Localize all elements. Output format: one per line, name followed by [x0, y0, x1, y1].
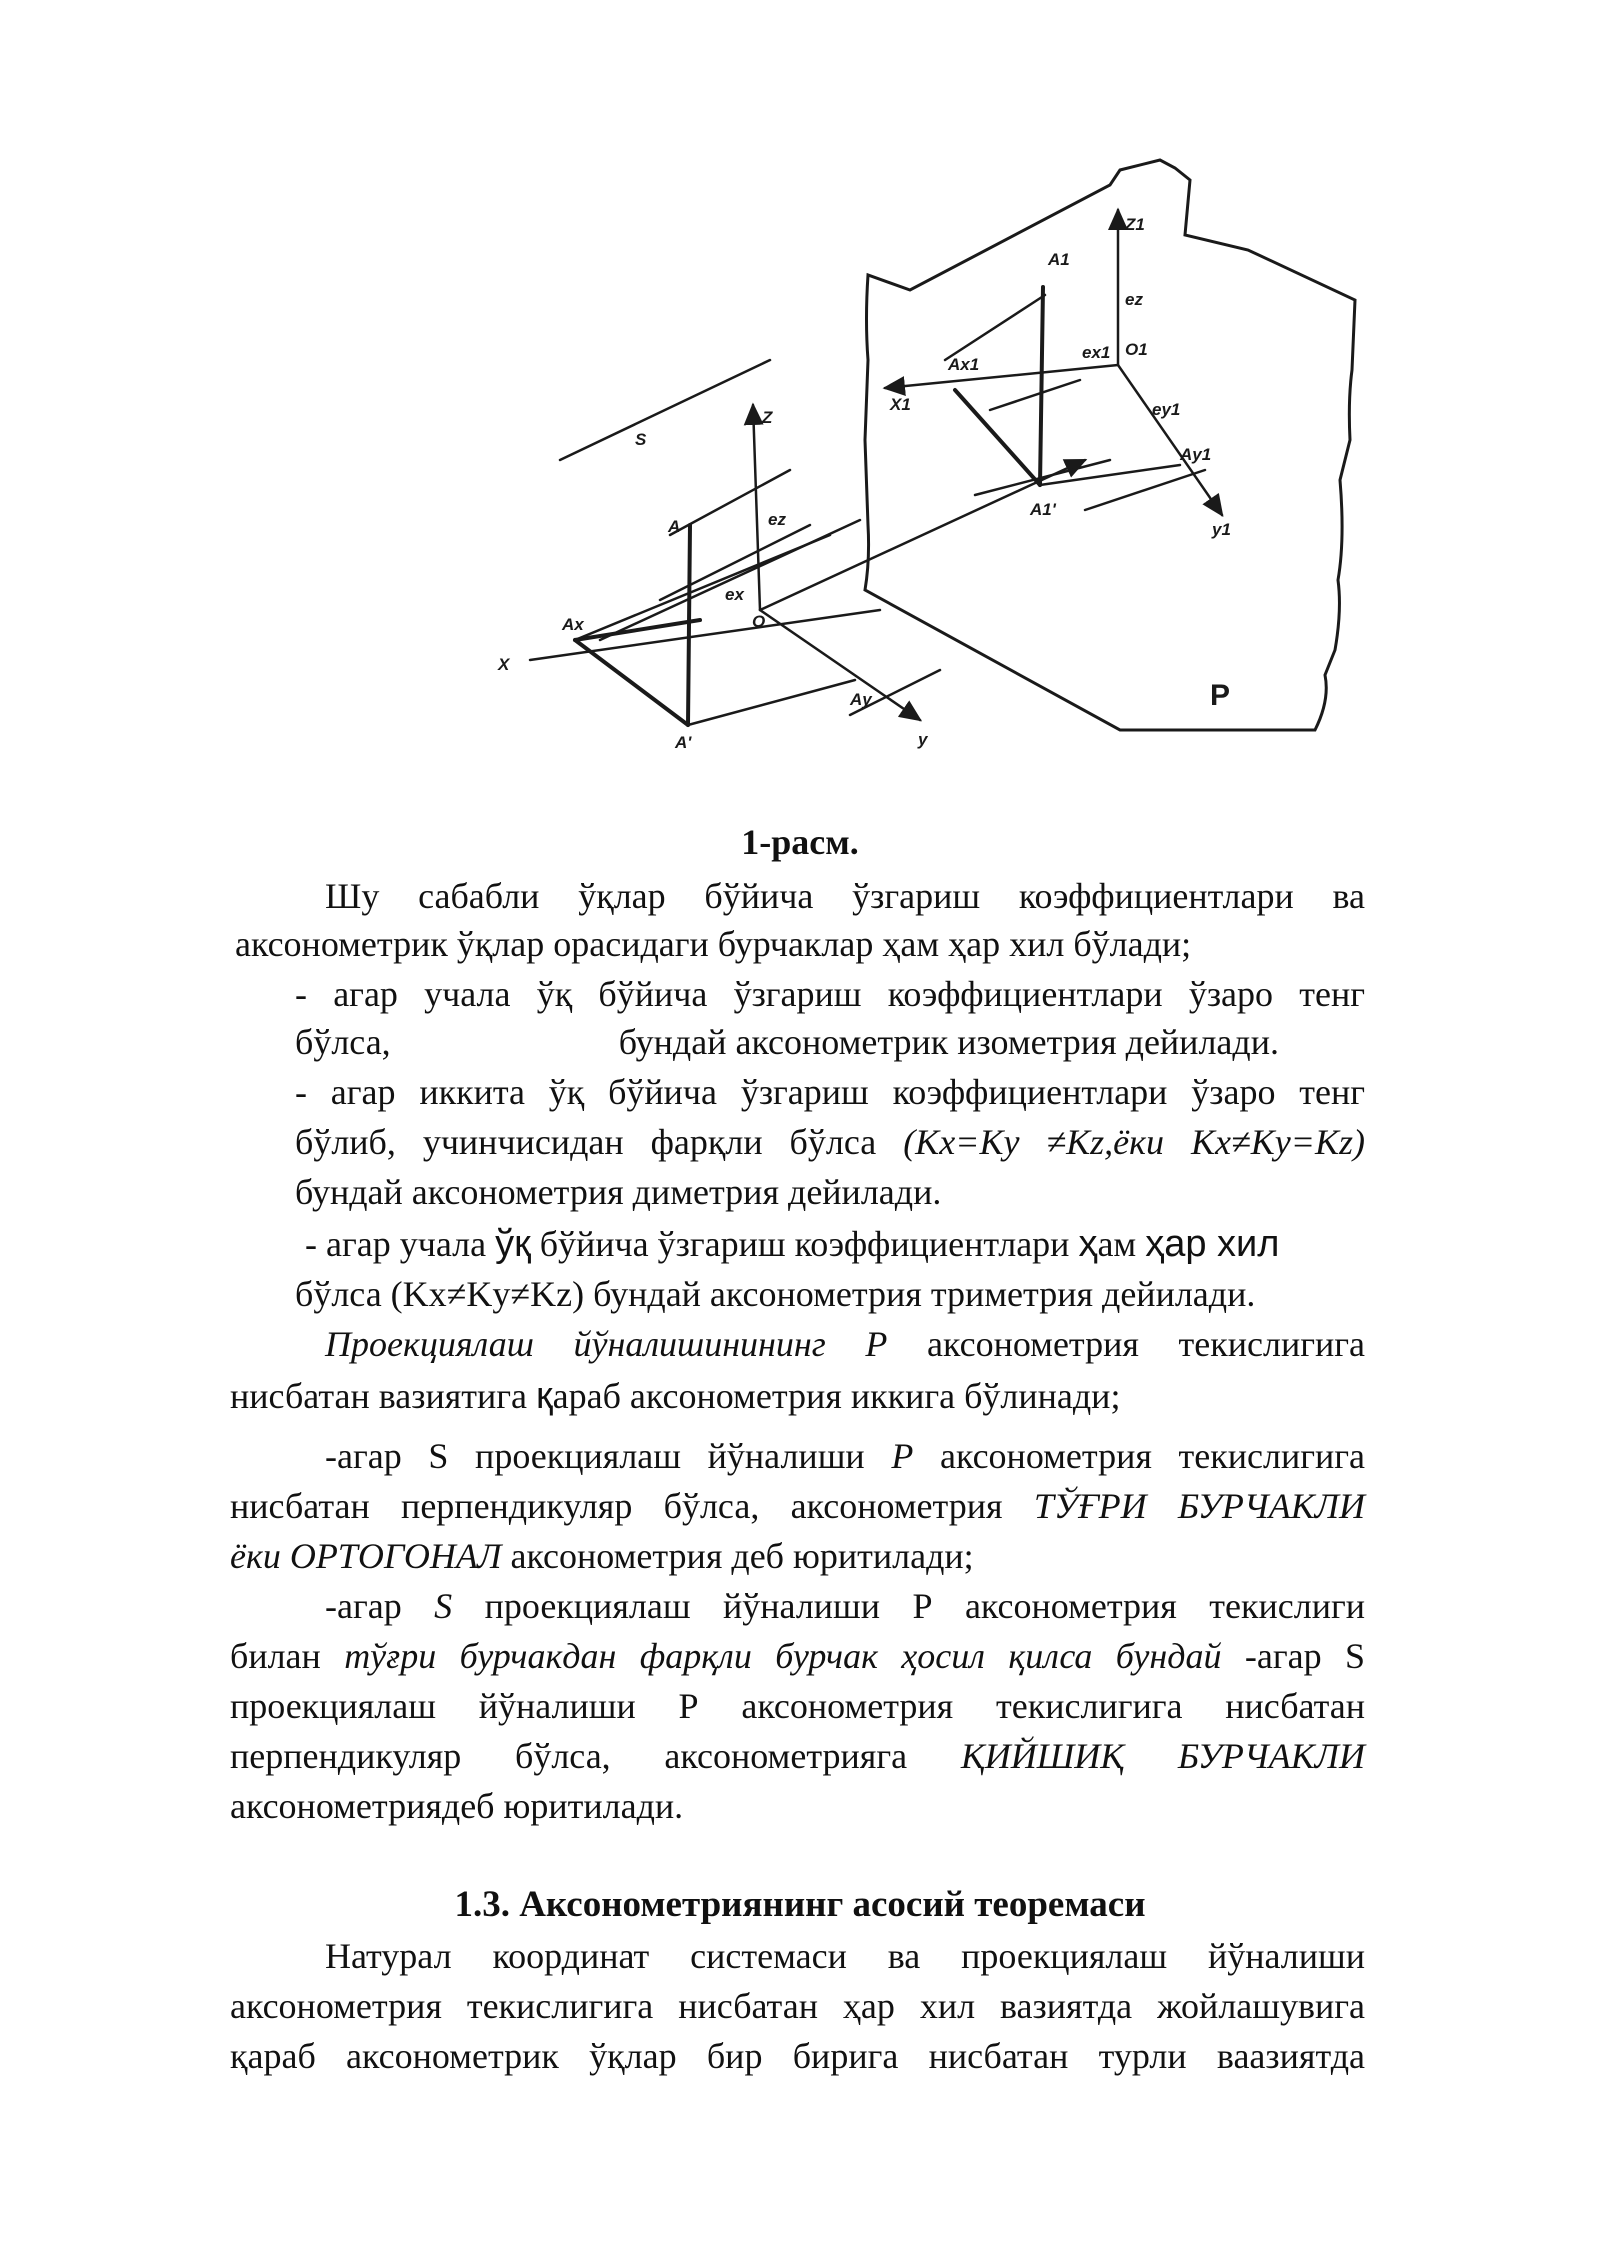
p4-line-1a: - агар учала: [305, 1224, 496, 1264]
label-ax1: Ax1: [948, 355, 980, 374]
p3-line-3: бундай аксонометрия диметрия дейилади.: [295, 1172, 942, 1212]
pl-line-1: Натурал координат системаси ва проекциялаш йўналиши: [325, 1936, 1365, 1976]
paragraph-last-line2: [230, 1982, 1365, 2030]
label-o1: O1: [1125, 340, 1148, 359]
p2-line-2a: бўлса,: [295, 1022, 391, 1062]
z-axis: [753, 405, 760, 610]
label-x: X: [498, 655, 510, 674]
p4-line-1c: бўйича ўзгариш коэффициентлари: [530, 1224, 1079, 1264]
paragraph-6: [230, 1432, 1365, 1480]
axonometry-diagram: [470, 140, 1370, 780]
paragraph-4: [305, 1220, 1375, 1268]
paragraph-3-line3: [295, 1168, 1365, 1216]
label-a1: A1: [1048, 250, 1070, 269]
paragraph-1: [235, 872, 1365, 920]
p6-line-1a: -агар S проекциялаш йўналиши: [325, 1436, 892, 1476]
label-y: y: [918, 730, 928, 749]
pl-line-2: аксонометрия текислигига нисбатан ҳар хил вазиятда жойлашувига: [230, 1986, 1365, 2026]
p7-line-1b: S: [434, 1586, 453, 1626]
paragraph-5: [230, 1320, 1365, 1368]
p6-line-3b: аксонометрия деб юритилади;: [501, 1536, 974, 1576]
p4-line-2a: бўлса (: [295, 1274, 403, 1314]
label-a1-prime: A1': [1030, 500, 1056, 519]
p7-line-2b: тўғри бурчакдан фарқли бурчак ҳосил қилса бундай: [344, 1636, 1222, 1676]
paragraph-3: [295, 1068, 1365, 1116]
label-a: A: [668, 517, 681, 536]
label-ex: ex: [725, 585, 744, 604]
label-ax: Ax: [562, 615, 584, 634]
plane-p-outline: [865, 160, 1355, 730]
figure-caption: 1-расм.: [741, 822, 859, 862]
p6-line-1c: аксонометрия текислигига: [913, 1436, 1365, 1476]
pl-line-3: қараб аксонометрик ўқлар бир бирига нисбатан турли ваазиятда: [230, 2036, 1365, 2076]
label-a-prime: A': [675, 733, 692, 752]
a1-ray: [945, 295, 1045, 360]
s-direction-line-1: [560, 360, 770, 460]
p4-line-1f: ҳар хил: [1145, 1223, 1280, 1265]
ax-to-a-prime: [575, 640, 688, 725]
p7-line-4a: перпендикуляр бўлса, аксонометрияга: [230, 1736, 961, 1776]
p6-line-1b: P: [891, 1436, 914, 1476]
label-ay: Ay: [850, 690, 872, 709]
p4-line-1d: ҳ: [1078, 1223, 1098, 1265]
paragraph-7-line5: [230, 1782, 1365, 1830]
p6-line-2a: нисбатан перпендикуляр бўлса, аксонометрия: [230, 1486, 1034, 1526]
paragraph-2-cont: [295, 1018, 1365, 1066]
p7-line-5: аксонометриядеб юритилади.: [230, 1786, 684, 1826]
p5-line-2b: қ: [536, 1375, 553, 1417]
paragraph-5-line2: [230, 1372, 1365, 1420]
p7-line-1a: -агар: [325, 1586, 435, 1626]
paragraph-3-line2: [295, 1118, 1365, 1166]
p5-line-1a: Проекциялаш йўналишинининг P: [325, 1324, 888, 1364]
label-p: P: [1210, 679, 1231, 712]
p5-line-1b: аксонометрия текислигига: [887, 1324, 1365, 1364]
axonometry-figure: [470, 140, 1370, 780]
label-x1: X1: [890, 395, 911, 414]
p5-line-1: [230, 1320, 1365, 1368]
label-z: Z: [762, 408, 773, 427]
paragraph-last: [230, 1932, 1365, 1980]
projection-ray-ax: [575, 535, 830, 640]
label-s: S: [635, 430, 647, 449]
p3-formula: (Kx=Ky ≠Kz,ёки Kx≠Ky=Kz): [903, 1122, 1365, 1162]
ax1-ray: [990, 380, 1080, 410]
p6-line-2b: ТЎҒРИ БУРЧАКЛИ: [1033, 1486, 1365, 1526]
p5-line-2c: араб аксонометрия иккига бўлинади;: [552, 1376, 1121, 1416]
label-ez1: ez: [1125, 290, 1143, 309]
paragraph-7-line2: [230, 1632, 1365, 1680]
p4-line-1e: ам: [1097, 1224, 1146, 1264]
p3-line-2a: бўлиб, учинчисидан фарқли бўлса: [295, 1122, 877, 1162]
p7-line-3: проекциялаш йўналиши Р аксонометрия текислигига нисбатан: [230, 1686, 1365, 1726]
p7-line-1c: проекциялаш йўналиши Р аксонометрия текислиги: [452, 1586, 1365, 1626]
label-ey1: ey1: [1152, 400, 1181, 419]
label-ay1: Ay1: [1180, 445, 1212, 464]
p6-line-3a: ёки ОРТОГОНАЛ: [230, 1536, 502, 1576]
p3-line-1: - агар иккита ўқ бўйича ўзгариш коэффициентлари ўзаро тенг: [295, 1072, 1365, 1112]
x1-axis: [885, 365, 1118, 388]
label-y1: y1: [1212, 520, 1231, 539]
paragraph-4-line2: [295, 1270, 1365, 1318]
p7-line-4b: ҚИЙШИҚ БУРЧАКЛИ: [960, 1736, 1365, 1776]
p4-line-2b: ) бундай аксонометрия триметрия дейилади.: [572, 1274, 1256, 1314]
a1-vertical: [1040, 287, 1043, 485]
paragraph-1-cont: [235, 920, 1365, 968]
p2-line-2b: бундай аксонометрик изометрия дейилади.: [618, 1022, 1279, 1062]
paragraph-7: [230, 1582, 1365, 1630]
paragraph-2: [295, 970, 1365, 1018]
section-heading: 1.3. Аксонометриянинг асосий теоремаси: [454, 1884, 1146, 1925]
p4-formula: Kx≠Ky≠Kz: [402, 1274, 573, 1314]
ax1-to-a1-prime: [955, 390, 1040, 485]
paragraph-6-line3: [230, 1532, 1365, 1580]
label-ex1: ex1: [1082, 343, 1111, 362]
paragraph-6-line2: [230, 1482, 1365, 1530]
y-axis: [760, 610, 920, 720]
paragraph-last-line3: [230, 2032, 1365, 2080]
p5-line-2a: нисбатан вазиятига: [230, 1376, 537, 1416]
label-ez: ez: [768, 510, 786, 529]
p2-line-1: - агар учала ўқ бўйича ўзгариш коэффициентлари ўзаро тенг: [295, 974, 1365, 1014]
p1-line-1: Шу сабабли ўқлар бўйича ўзгариш коэффициентлари ва: [325, 876, 1365, 916]
label-o: O: [752, 612, 766, 631]
paragraph-7-line3: [230, 1682, 1365, 1730]
p1-line-2: аксонометрик ўқлар орасидаги бурчаклар ҳам ҳар хил бўлади;: [235, 924, 1192, 964]
p7-line-2c: -агар S: [1221, 1636, 1365, 1676]
a-vertical: [688, 525, 690, 725]
p7-line-2a: билан: [230, 1636, 345, 1676]
p4-line-1b: ўқ: [495, 1223, 531, 1265]
a1-prime-to-ay1: [1040, 465, 1180, 485]
a-prime-to-ay: [688, 680, 855, 725]
label-z1: Z1: [1125, 215, 1145, 234]
paragraph-7-line4: [230, 1732, 1365, 1780]
